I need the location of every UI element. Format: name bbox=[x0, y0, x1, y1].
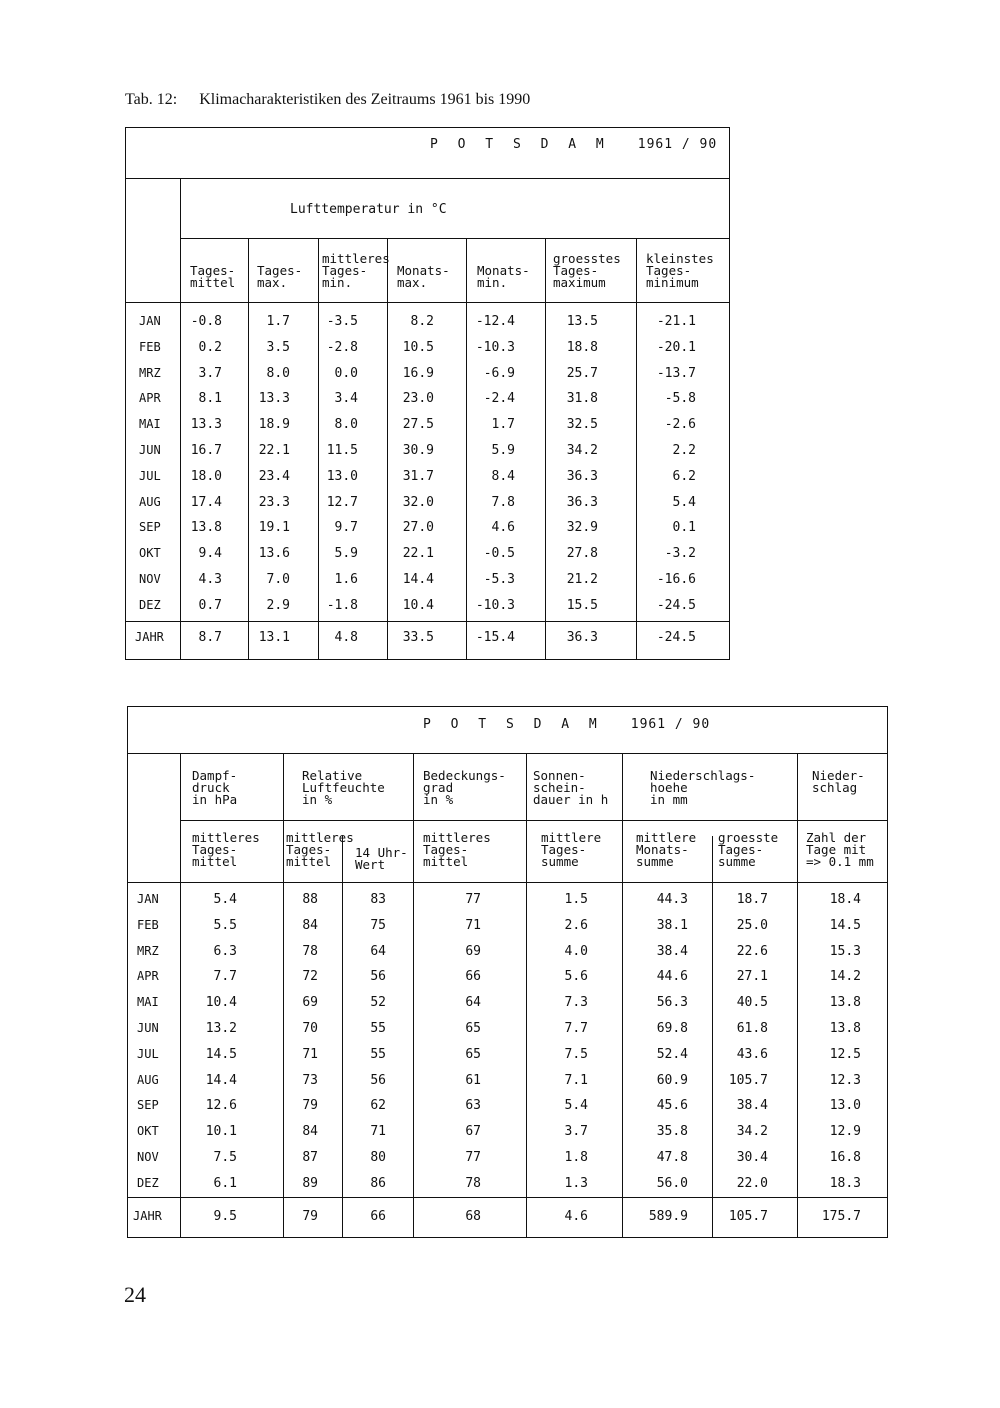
table-cell: -13.7 bbox=[656, 365, 696, 381]
table-cell: 60.9 bbox=[656, 1072, 688, 1088]
table-cell: -0.8 bbox=[190, 314, 222, 329]
table-cell: 64 bbox=[465, 995, 481, 1011]
table-cell: -0.5 bbox=[483, 546, 515, 562]
table-frame bbox=[127, 706, 888, 1238]
column-header: 14 Uhr- Wert bbox=[355, 845, 408, 872]
period-label: 1961 / 90 bbox=[637, 137, 718, 152]
row-month-label: APR bbox=[137, 969, 159, 984]
table-cell: 1.7 bbox=[491, 417, 515, 433]
table-cell: 6.2 bbox=[672, 468, 696, 484]
table-cell: 18.7 bbox=[736, 892, 768, 907]
table-cell: 67 bbox=[465, 1124, 481, 1140]
column-divider bbox=[797, 753, 798, 1238]
column-header: Monats- max. bbox=[397, 263, 450, 290]
table-cell: -24.5 bbox=[656, 597, 696, 613]
table-cell: 56 bbox=[370, 1072, 386, 1088]
table-cell: 22.6 bbox=[736, 943, 768, 959]
table-cell: 13.8 bbox=[829, 995, 861, 1011]
table-cell: 13.6 bbox=[258, 546, 290, 562]
table-cell: 10.4 bbox=[402, 597, 434, 613]
table-cell: 4.3 bbox=[198, 572, 222, 587]
table-cell: 31.7 bbox=[402, 468, 434, 484]
table-cell: 40.5 bbox=[736, 995, 768, 1011]
table-cell: 10.5 bbox=[402, 339, 434, 355]
table-cell: 69 bbox=[302, 995, 318, 1011]
table-cell: 105.7 bbox=[728, 1209, 768, 1224]
table-cell: 84 bbox=[302, 917, 318, 933]
row-month-label: MAI bbox=[139, 417, 161, 432]
table-cell: 44.3 bbox=[656, 892, 688, 907]
column-header: mittleres Tages- min. bbox=[322, 251, 390, 290]
period-label: 1961 / 90 bbox=[630, 717, 711, 732]
caption-text: Klimacharakteristiken des Zeitraums 1961 bis 1990 bbox=[199, 91, 531, 108]
table-cell: 69 bbox=[465, 943, 481, 959]
table-cell: 5.4 bbox=[564, 1098, 588, 1114]
table-cell: 7.8 bbox=[491, 494, 515, 510]
table-cell: 13.8 bbox=[829, 1021, 861, 1036]
table-cell: 18.0 bbox=[190, 468, 222, 484]
column-header: groesste Tages- summe bbox=[718, 830, 779, 869]
table-cell: 3.4 bbox=[334, 391, 358, 407]
station-name: P O T S D A M bbox=[423, 717, 603, 732]
table-cell: 1.8 bbox=[564, 1150, 588, 1165]
table-cell: 12.5 bbox=[829, 1046, 861, 1062]
table-cell: 12.7 bbox=[326, 494, 358, 510]
table-cell: 16.9 bbox=[402, 365, 434, 381]
table-cell: -10.3 bbox=[475, 597, 515, 613]
table-cell: -24.5 bbox=[656, 630, 696, 645]
table-cell: 32.5 bbox=[566, 417, 598, 433]
table-cell: 4.6 bbox=[564, 1209, 588, 1224]
table-caption bbox=[125, 91, 530, 109]
table-cell: 8.0 bbox=[266, 365, 290, 381]
group-header: Relative Luftfeuchte in % bbox=[302, 768, 385, 807]
table-cell: 3.5 bbox=[266, 339, 290, 355]
table-cell: 78 bbox=[302, 943, 318, 959]
table-cell: 70 bbox=[302, 1021, 318, 1036]
rule-line bbox=[127, 753, 888, 754]
table-cell: -5.8 bbox=[664, 391, 696, 407]
table-cell: 5.4 bbox=[213, 892, 237, 907]
table-cell: -2.8 bbox=[326, 339, 358, 355]
column-header: Monats- min. bbox=[477, 263, 530, 290]
table-cell: 83 bbox=[370, 892, 386, 907]
table-cell: 44.6 bbox=[656, 969, 688, 985]
table-cell: 61.8 bbox=[736, 1021, 768, 1036]
table-cell: 3.7 bbox=[198, 365, 222, 381]
table-cell: 7.1 bbox=[564, 1072, 588, 1088]
page-number: 24 bbox=[124, 1282, 146, 1307]
column-header: mittleres Tages- mittel bbox=[286, 830, 354, 869]
row-month-label: MRZ bbox=[137, 943, 159, 958]
table-cell: 84 bbox=[302, 1124, 318, 1140]
table-cell: 1.3 bbox=[564, 1175, 588, 1191]
table-cell: -16.6 bbox=[656, 572, 696, 587]
table-cell: 30.9 bbox=[402, 443, 434, 458]
column-header: mittlere Monats- summe bbox=[636, 830, 697, 869]
group-header: Sonnen- schein- dauer in h bbox=[533, 768, 609, 807]
table-cell: 47.8 bbox=[656, 1150, 688, 1165]
table-cell: -2.6 bbox=[664, 417, 696, 433]
table-cell: 589.9 bbox=[648, 1209, 688, 1224]
table-cell: 79 bbox=[302, 1209, 318, 1224]
table-cell: -3.2 bbox=[664, 546, 696, 562]
table-cell: 38.4 bbox=[656, 943, 688, 959]
table-cell: 13.0 bbox=[326, 468, 358, 484]
table-cell: 55 bbox=[370, 1021, 386, 1036]
table-cell: 71 bbox=[465, 917, 481, 933]
table-cell: 61 bbox=[465, 1072, 481, 1088]
table-cell: 14.5 bbox=[829, 917, 861, 933]
table-cell: 22.1 bbox=[258, 443, 290, 458]
table-cell: 27.1 bbox=[736, 969, 768, 985]
column-header: Tages- mittel bbox=[190, 263, 236, 290]
row-month-label: FEB bbox=[137, 917, 159, 932]
table-cell: 18.3 bbox=[829, 1175, 861, 1191]
table-cell: 66 bbox=[465, 969, 481, 985]
table-cell: -5.3 bbox=[483, 572, 515, 587]
table-cell: 27.5 bbox=[402, 417, 434, 433]
table-cell: 2.6 bbox=[564, 917, 588, 933]
table-cell: 10.1 bbox=[205, 1124, 237, 1140]
table-cell: 9.4 bbox=[198, 546, 222, 562]
table-cell: 12.6 bbox=[205, 1098, 237, 1114]
table-cell: 8.0 bbox=[334, 417, 358, 433]
table-cell: 36.3 bbox=[566, 494, 598, 510]
table-cell: 56.0 bbox=[656, 1175, 688, 1191]
table-cell: 19.1 bbox=[258, 520, 290, 536]
table-cell: 14.2 bbox=[829, 969, 861, 985]
table-cell: 7.5 bbox=[213, 1150, 237, 1165]
table-cell: 6.3 bbox=[213, 943, 237, 959]
table-cell: 31.8 bbox=[566, 391, 598, 407]
table-cell: 25.7 bbox=[566, 365, 598, 381]
table-cell: 64 bbox=[370, 943, 386, 959]
row-month-label: DEZ bbox=[137, 1175, 159, 1190]
table-cell: 80 bbox=[370, 1150, 386, 1165]
row-month-label: JUN bbox=[139, 443, 161, 457]
table-cell: 86 bbox=[370, 1175, 386, 1191]
table-cell: 34.2 bbox=[566, 443, 598, 458]
row-month-label: JUL bbox=[139, 468, 161, 483]
table-cell: 6.1 bbox=[213, 1175, 237, 1191]
table-cell: -12.4 bbox=[475, 314, 515, 329]
row-month-label: MRZ bbox=[139, 365, 161, 380]
table-cell: 13.8 bbox=[190, 520, 222, 536]
table-cell: 175.7 bbox=[821, 1209, 861, 1224]
table-cell: 10.4 bbox=[205, 995, 237, 1011]
table-cell: -1.8 bbox=[326, 597, 358, 613]
table-cell: 9.7 bbox=[334, 520, 358, 536]
table-cell: -20.1 bbox=[656, 339, 696, 355]
table-cell: 5.9 bbox=[491, 443, 515, 458]
table-cell: 5.6 bbox=[564, 969, 588, 985]
table-cell: 69.8 bbox=[656, 1021, 688, 1036]
station-title bbox=[423, 717, 710, 732]
table-cell: -6.9 bbox=[483, 365, 515, 381]
table-cell: 78 bbox=[465, 1175, 481, 1191]
caption-number: Tab. 12: bbox=[125, 91, 178, 108]
table-cell: 8.4 bbox=[491, 468, 515, 484]
rule-line bbox=[180, 238, 730, 239]
table-cell: 4.6 bbox=[491, 520, 515, 536]
table-cell: 77 bbox=[465, 1150, 481, 1165]
rule-line bbox=[125, 178, 730, 179]
table-cell: 13.3 bbox=[190, 417, 222, 433]
table-cell: 62 bbox=[370, 1098, 386, 1114]
column-header: mittleres Tages- mittel bbox=[192, 830, 260, 869]
table-cell: 89 bbox=[302, 1175, 318, 1191]
table-cell: 7.3 bbox=[564, 995, 588, 1011]
row-month-label: JAN bbox=[137, 892, 159, 906]
table-cell: 56.3 bbox=[656, 995, 688, 1011]
table-cell: 13.0 bbox=[829, 1098, 861, 1114]
group-header: Niederschlags- hoehe in mm bbox=[650, 768, 756, 807]
rule-line bbox=[125, 621, 730, 622]
table-cell: 7.7 bbox=[564, 1021, 588, 1036]
column-header: mittleres Tages- mittel bbox=[423, 830, 491, 869]
table-cell: 36.3 bbox=[566, 468, 598, 484]
table-cell: 73 bbox=[302, 1072, 318, 1088]
column-header: Zahl der Tage mit => 0.1 mm bbox=[806, 830, 874, 869]
table-cell: 4.0 bbox=[564, 943, 588, 959]
table-cell: 65 bbox=[465, 1046, 481, 1062]
table-cell: 63 bbox=[465, 1098, 481, 1114]
row-month-label: SEP bbox=[137, 1098, 159, 1113]
row-month-label: JAN bbox=[139, 314, 161, 328]
table-cell: 68 bbox=[465, 1209, 481, 1224]
table-cell: 1.7 bbox=[266, 314, 290, 329]
table-cell: 9.5 bbox=[213, 1209, 237, 1224]
row-month-label: AUG bbox=[137, 1072, 159, 1087]
table-cell: 77 bbox=[465, 892, 481, 907]
column-header: groesstes Tages- maximum bbox=[553, 251, 621, 290]
table-cell: 2.2 bbox=[672, 443, 696, 458]
table-cell: 17.4 bbox=[190, 494, 222, 510]
table-cell: 5.5 bbox=[213, 917, 237, 933]
table-cell: 7.5 bbox=[564, 1046, 588, 1062]
row-month-label: OKT bbox=[139, 546, 161, 561]
table-cell: 15.5 bbox=[566, 597, 598, 613]
table-cell: 16.7 bbox=[190, 443, 222, 458]
row-month-label: DEZ bbox=[139, 597, 161, 612]
row-month-label: APR bbox=[139, 391, 161, 406]
table-cell: 30.4 bbox=[736, 1150, 768, 1165]
group-header: Nieder- schlag bbox=[812, 768, 865, 795]
table-cell: -10.3 bbox=[475, 339, 515, 355]
group-title: Lufttemperatur in °C bbox=[290, 202, 447, 217]
table-cell: 4.8 bbox=[334, 630, 358, 645]
table-cell: 33.5 bbox=[402, 630, 434, 645]
table-cell: 0.1 bbox=[672, 520, 696, 536]
table-cell: 8.2 bbox=[410, 314, 434, 329]
table-cell: 36.3 bbox=[566, 630, 598, 645]
table-cell: 22.1 bbox=[402, 546, 434, 562]
table-cell: 65 bbox=[465, 1021, 481, 1036]
table-cell: 88 bbox=[302, 892, 318, 907]
table-cell: 25.0 bbox=[736, 917, 768, 933]
table-cell: -3.5 bbox=[326, 314, 358, 329]
row-month-label: JAHR bbox=[133, 1209, 162, 1223]
table-cell: 35.8 bbox=[656, 1124, 688, 1140]
row-month-label: SEP bbox=[139, 520, 161, 535]
row-month-label: FEB bbox=[139, 339, 161, 354]
table-cell: 5.9 bbox=[334, 546, 358, 562]
table-cell: 0.7 bbox=[198, 597, 222, 613]
table-cell: 55 bbox=[370, 1046, 386, 1062]
table-cell: 7.0 bbox=[266, 572, 290, 587]
row-month-label: JUN bbox=[137, 1021, 159, 1035]
group-header: Dampf- druck in hPa bbox=[192, 768, 238, 807]
table-cell: 52.4 bbox=[656, 1046, 688, 1062]
table-cell: 7.7 bbox=[213, 969, 237, 985]
group-header: Bedeckungs- grad in % bbox=[423, 768, 506, 807]
row-month-label: NOV bbox=[137, 1150, 159, 1164]
table-cell: 23.4 bbox=[258, 468, 290, 484]
row-month-label: JUL bbox=[137, 1046, 159, 1061]
table-cell: 21.2 bbox=[566, 572, 598, 587]
table-cell: -2.4 bbox=[483, 391, 515, 407]
rule-line bbox=[127, 882, 888, 883]
table-cell: 23.3 bbox=[258, 494, 290, 510]
table-cell: 79 bbox=[302, 1098, 318, 1114]
rule-line bbox=[180, 820, 888, 821]
column-header: mittlere Tages- summe bbox=[541, 830, 602, 869]
table-cell: 105.7 bbox=[728, 1072, 768, 1088]
table-cell: 52 bbox=[370, 995, 386, 1011]
table-cell: 27.8 bbox=[566, 546, 598, 562]
station-title bbox=[430, 137, 717, 152]
table-cell: 75 bbox=[370, 917, 386, 933]
table-cell: 18.4 bbox=[829, 892, 861, 907]
row-month-label: MAI bbox=[137, 995, 159, 1010]
table-cell: 87 bbox=[302, 1150, 318, 1165]
table-cell: -21.1 bbox=[656, 314, 696, 329]
table-cell: 2.9 bbox=[266, 597, 290, 613]
table-cell: 8.1 bbox=[198, 391, 222, 407]
column-divider bbox=[413, 753, 414, 1238]
column-divider bbox=[622, 753, 623, 1238]
rule-line bbox=[125, 302, 730, 303]
table-cell: 1.5 bbox=[564, 892, 588, 907]
table-cell: 45.6 bbox=[656, 1098, 688, 1114]
table-cell: 34.2 bbox=[736, 1124, 768, 1140]
table-cell: 12.3 bbox=[829, 1072, 861, 1088]
table-cell: 13.1 bbox=[258, 630, 290, 645]
table-cell: 23.0 bbox=[402, 391, 434, 407]
table-cell: 43.6 bbox=[736, 1046, 768, 1062]
table-cell: 14.4 bbox=[402, 572, 434, 587]
table-cell: 0.0 bbox=[334, 365, 358, 381]
table-cell: 3.7 bbox=[564, 1124, 588, 1140]
table-cell: 14.5 bbox=[205, 1046, 237, 1062]
table-cell: 14.4 bbox=[205, 1072, 237, 1088]
table-cell: 1.6 bbox=[334, 572, 358, 587]
column-header: kleinstes Tages- minimum bbox=[646, 251, 714, 290]
table-cell: 71 bbox=[302, 1046, 318, 1062]
column-divider bbox=[526, 753, 527, 1238]
table-cell: 13.2 bbox=[205, 1021, 237, 1036]
table-cell: 15.3 bbox=[829, 943, 861, 959]
table-cell: 8.7 bbox=[198, 630, 222, 645]
table-cell: 32.9 bbox=[566, 520, 598, 536]
table-cell: 66 bbox=[370, 1209, 386, 1224]
table-cell: 72 bbox=[302, 969, 318, 985]
table-cell: 56 bbox=[370, 969, 386, 985]
table-cell: -15.4 bbox=[475, 630, 515, 645]
row-month-label: JAHR bbox=[135, 630, 164, 644]
rule-line bbox=[127, 1197, 888, 1198]
table-cell: 5.4 bbox=[672, 494, 696, 510]
row-month-label: OKT bbox=[137, 1124, 159, 1139]
table-cell: 0.2 bbox=[198, 339, 222, 355]
row-month-label: NOV bbox=[139, 572, 161, 586]
table-cell: 16.8 bbox=[829, 1150, 861, 1165]
table-cell: 12.9 bbox=[829, 1124, 861, 1140]
table-cell: 22.0 bbox=[736, 1175, 768, 1191]
column-header: Tages- max. bbox=[257, 263, 303, 290]
table-cell: 13.5 bbox=[566, 314, 598, 329]
table-cell: 27.0 bbox=[402, 520, 434, 536]
table-cell: 32.0 bbox=[402, 494, 434, 510]
table-cell: 18.8 bbox=[566, 339, 598, 355]
table-cell: 38.4 bbox=[736, 1098, 768, 1114]
table-cell: 11.5 bbox=[326, 443, 358, 458]
table-cell: 71 bbox=[370, 1124, 386, 1140]
table-cell: 38.1 bbox=[656, 917, 688, 933]
row-month-label: AUG bbox=[139, 494, 161, 509]
table-cell: 18.9 bbox=[258, 417, 290, 433]
table-cell: 13.3 bbox=[258, 391, 290, 407]
station-name: P O T S D A M bbox=[430, 137, 610, 152]
